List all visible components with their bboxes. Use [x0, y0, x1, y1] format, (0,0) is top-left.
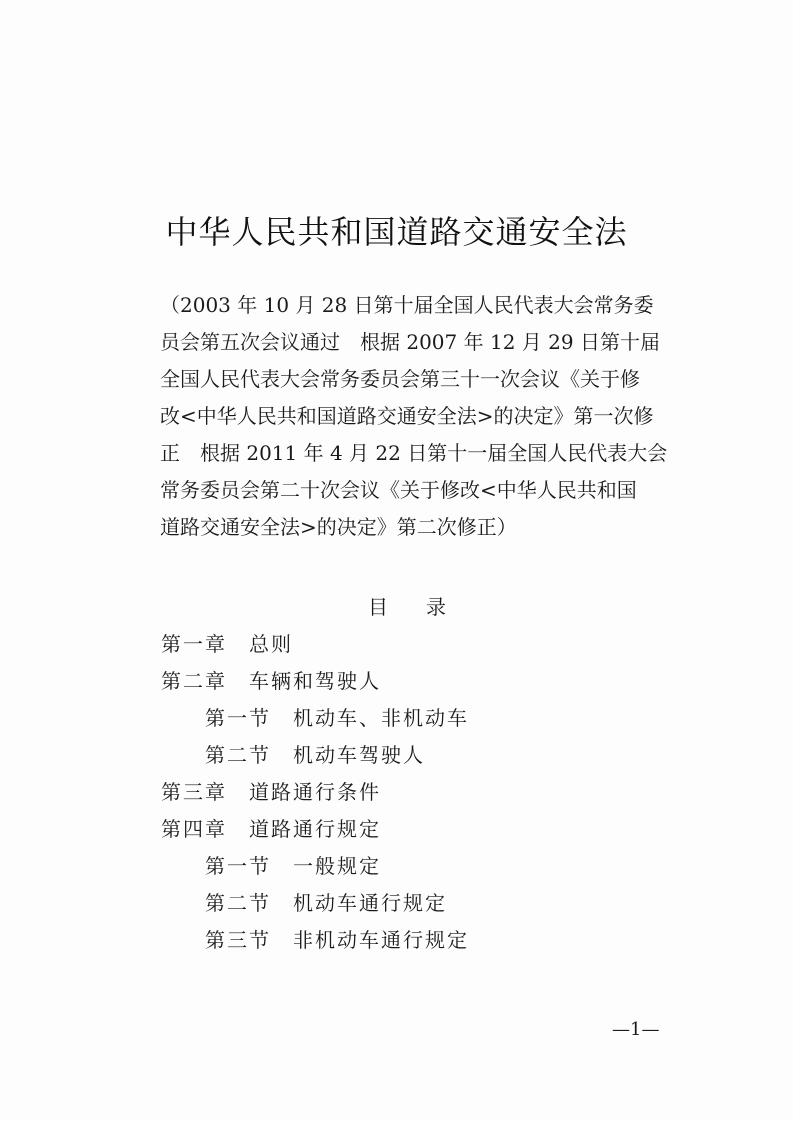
preamble-line: 道路交通安全法>的决定》第二次修正） [160, 515, 517, 539]
table-of-contents [0, 626, 793, 959]
document-title: 中华人民共和国道路交通安全法 [165, 213, 628, 251]
preamble-line: 全国人民代表大会常务委员会第三十一次会议《关于修 [160, 367, 640, 391]
toc-entry [0, 848, 793, 885]
toc-entry-number: 第一节 [205, 706, 271, 730]
toc-entry [0, 663, 793, 700]
toc-entry-name: 非机动车通行规定 [293, 928, 469, 952]
preamble-line: （2003 年 10 月 28 日第十届全国人民代表大会常务委 [160, 293, 654, 317]
toc-entry [0, 774, 793, 811]
toc-entry-name: 一般规定 [293, 854, 381, 878]
toc-entry-number: 第一章 [161, 632, 227, 656]
toc-entry [0, 700, 793, 737]
toc-entry-name: 机动车驾驶人 [293, 743, 425, 767]
toc-entry [0, 922, 793, 959]
preamble-line: 常务委员会第二十次会议《关于修改<中华人民共和国 [160, 478, 637, 502]
toc-entry-number: 第四章 [161, 817, 227, 841]
preamble-line: 改<中华人民共和国道路交通安全法>的决定》第一次修 [160, 404, 654, 428]
preamble-line: 正 根据 2011 年 4 月 22 日第十一届全国人民代表大会 [160, 441, 668, 465]
toc-entry-number: 第二节 [205, 743, 271, 767]
toc-entry-name: 道路通行规定 [249, 817, 381, 841]
toc-entry-number: 第二章 [161, 669, 227, 693]
toc-entry [0, 626, 793, 663]
toc-entry-number: 第二节 [205, 891, 271, 915]
toc-entry-name: 总则 [249, 632, 293, 656]
toc-heading: 目录 [368, 595, 484, 619]
toc-entry-number: 第一节 [205, 854, 271, 878]
toc-entry [0, 811, 793, 848]
toc-entry-name: 机动车、非机动车 [293, 706, 469, 730]
preamble [160, 287, 668, 546]
toc-entry-name: 车辆和驾驶人 [249, 669, 381, 693]
toc-entry-name: 道路通行条件 [249, 780, 381, 804]
toc-entry [0, 885, 793, 922]
toc-entry-number: 第三章 [161, 780, 227, 804]
preamble-line: 员会第五次会议通过 根据 2007 年 12 月 29 日第十届 [160, 330, 660, 354]
toc-entry-name: 机动车通行规定 [293, 891, 447, 915]
toc-entry-number: 第三节 [205, 928, 271, 952]
page-number: —1— [612, 1019, 660, 1040]
toc-entry [0, 737, 793, 774]
